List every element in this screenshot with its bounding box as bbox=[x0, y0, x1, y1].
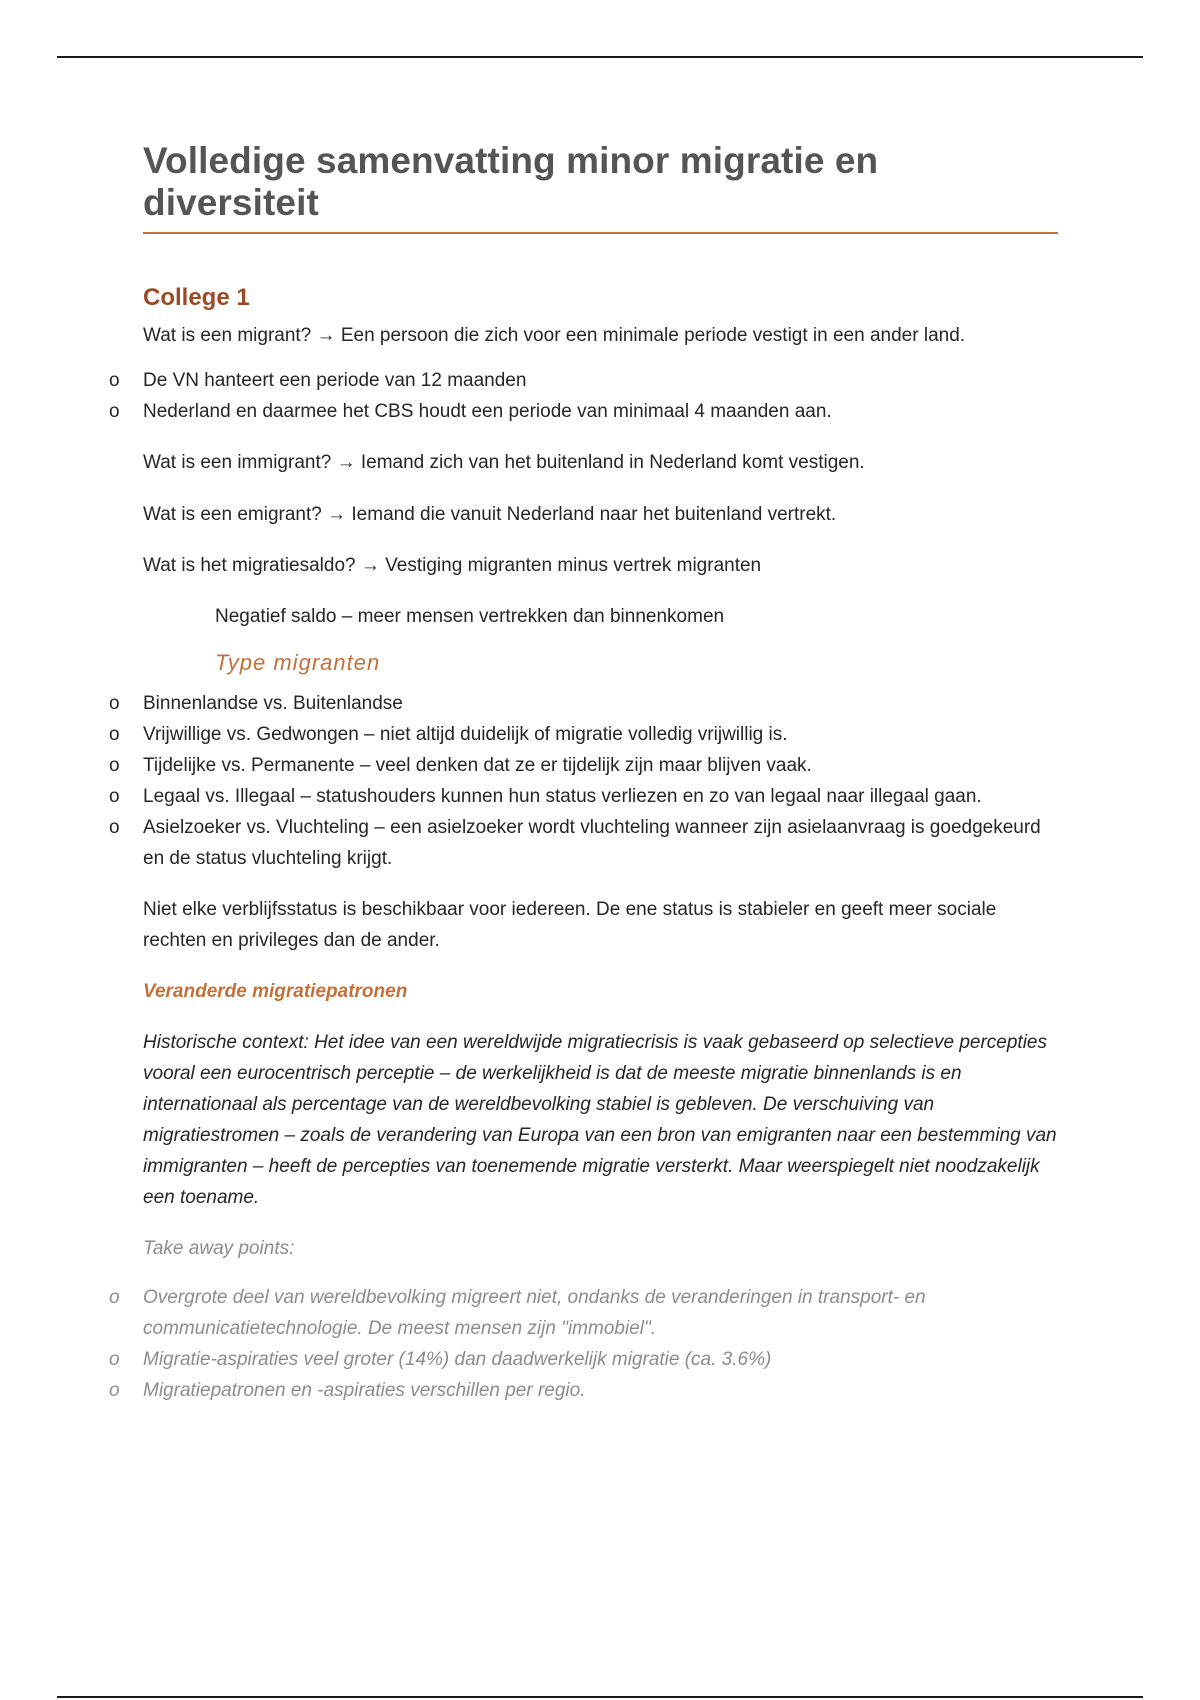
footer-rule bbox=[57, 1696, 1143, 1698]
circle-bullet-icon: o bbox=[109, 1380, 120, 1401]
takeaway-list bbox=[109, 1282, 1058, 1406]
circle-bullet-icon: o bbox=[109, 1349, 120, 1370]
takeaway-label: Take away points: bbox=[143, 1238, 295, 1259]
arrow-right-icon: → bbox=[316, 325, 336, 346]
list-item: o Asielzoeker vs. Vluchteling – een asielzoeker wordt vluchteling wanneer zijn asielaanvraag is goedgekeurd en de status vluchteling krijgt. bbox=[143, 812, 1058, 874]
circle-bullet-icon: o bbox=[109, 755, 120, 776]
question-text: Wat is een migrant? bbox=[143, 325, 312, 346]
list-item: o Tijdelijke vs. Permanente – veel denken dat ze er tijdelijk zijn maar blijven vaak. bbox=[143, 750, 1058, 781]
circle-bullet-icon: o bbox=[109, 786, 120, 807]
list-item: o Migratie-aspiraties veel groter (14%) dan daadwerkelijk migratie (ca. 3.6%) bbox=[143, 1344, 1058, 1375]
heading-veranderde-migratiepatronen: Veranderde migratiepatronen bbox=[143, 981, 408, 1002]
answer-text: Een persoon die zich voor een minimale periode vestigt in een ander land. bbox=[340, 325, 966, 346]
header-rule bbox=[57, 56, 1143, 58]
type-migranten-list bbox=[109, 688, 1058, 874]
question-text: Wat is een immigrant? bbox=[143, 452, 332, 473]
heading-college-1: College 1 bbox=[143, 284, 250, 311]
document-body bbox=[109, 140, 1058, 1406]
list-item: o Overgrote deel van wereldbevolking migreert niet, ondanks de veranderingen in transport- en communicatietechnologie. De meest mensen zijn "immobiel". bbox=[143, 1282, 1058, 1344]
question-text: Wat is een emigrant? bbox=[143, 504, 322, 525]
list-item: o Binnenlandse vs. Buitenlandse bbox=[143, 688, 1058, 719]
circle-bullet-icon: o bbox=[109, 1287, 120, 1308]
arrow-right-icon: → bbox=[360, 555, 380, 576]
definition-immigrant bbox=[143, 447, 1058, 478]
list-item: o Nederland en daarmee het CBS houdt een periode van minimaal 4 maanden aan. bbox=[143, 396, 1058, 427]
definition-emigrant bbox=[143, 499, 1058, 530]
definition-migratiesaldo bbox=[143, 550, 1058, 581]
circle-bullet-icon: o bbox=[109, 401, 120, 422]
answer-text: Iemand zich van het buitenland in Nederland komt vestigen. bbox=[360, 452, 865, 473]
question-text: Wat is het migratiesaldo? bbox=[143, 555, 356, 576]
migrant-period-list bbox=[109, 365, 1058, 427]
document-title: Volledige samenvatting minor migratie en diversiteit bbox=[143, 140, 1058, 234]
list-item: o Legaal vs. Illegaal – statushouders kunnen hun status verliezen en zo van legaal naar illegaal gaan. bbox=[143, 781, 1058, 812]
definition-migrant bbox=[143, 320, 1058, 351]
arrow-right-icon: → bbox=[336, 452, 356, 473]
heading-type-migranten: Type migranten bbox=[215, 650, 381, 675]
arrow-right-icon: → bbox=[327, 504, 347, 525]
circle-bullet-icon: o bbox=[109, 693, 120, 714]
list-item: o De VN hanteert een periode van 12 maanden bbox=[143, 365, 1058, 396]
circle-bullet-icon: o bbox=[109, 817, 120, 838]
circle-bullet-icon: o bbox=[109, 370, 120, 391]
status-paragraph: Niet elke verblijfsstatus is beschikbaar voor iedereen. De ene status is stabieler en geeft meer sociale rechten en privileges dan de ander. bbox=[143, 899, 997, 951]
circle-bullet-icon: o bbox=[109, 724, 120, 745]
list-item: o Migratiepatronen en -aspiraties verschillen per regio. bbox=[143, 1375, 1058, 1406]
list-item: o Vrijwillige vs. Gedwongen – niet altijd duidelijk of migratie volledig vrijwillig is. bbox=[143, 719, 1058, 750]
negatief-saldo-note: Negatief saldo – meer mensen vertrekken dan binnenkomen bbox=[215, 606, 725, 627]
historische-context-paragraph: Historische context: Het idee van een wereldwijde migratiecrisis is vaak gebaseerd op selectieve percepties vooral een eurocentrisch perceptie – de werkelijkheid is dat de meeste migratie binnenlands is en internationaal als percentage van de wereldbevolking stabiel is gebleven. De verschuiving van migratiestromen – zoals de verandering van Europa van een bron van emigranten naar een bestemming van immigranten – heeft de percepties van toenemende migratie versterkt. Maar weerspiegelt niet noodzakelijk een toename. bbox=[143, 1032, 1057, 1208]
answer-text: Vestiging migranten minus vertrek migranten bbox=[385, 555, 762, 576]
answer-text: Iemand die vanuit Nederland naar het buitenland vertrekt. bbox=[351, 504, 837, 525]
